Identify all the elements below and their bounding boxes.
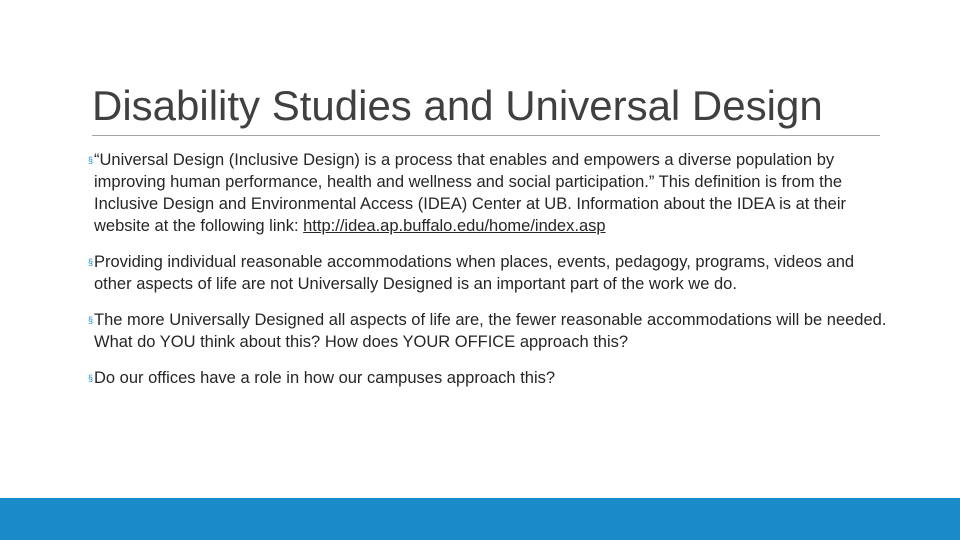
slide-title: Disability Studies and Universal Design [92,82,823,129]
bullet-item-offices-role [88,367,888,389]
bullet-text: Providing individual reasonable accommodations when places, events, pedagogy, programs, videos and other aspects of life are not Universally Designed is an important part of the work we do. [94,253,855,293]
bullet-item-accommodations [88,251,888,295]
slide-content [88,149,888,403]
bullet-icon: § [88,155,94,165]
bullet-text [94,149,888,237]
footer-accent-bar [0,498,960,540]
bullet-text: The more Universally Designed all aspects of life are, the fewer reasonable accommodations will be needed. What do YOU think about this? How does YOUR OFFICE approach this? [94,311,887,351]
bullet-icon: § [88,373,94,383]
bullet-item-universal-design-question [88,309,888,353]
title-divider [92,135,880,136]
bullet-item-definition [88,149,888,237]
bullet-icon: § [88,257,94,267]
bullet-text-body: “Universal Design (Inclusive Design) is a process that enables and empowers a diverse population by improving human performance, health and wellness and social participation.” This definition is from the Inclusive Design and Environmental Access (IDEA) Center at UB. Information about the IDEA is at their website at the following link: [94,151,847,235]
bullet-icon: § [88,315,94,325]
bullet-text: Do our offices have a role in how our campuses approach this? [94,369,556,387]
idea-website-link[interactable]: http://idea.ap.buffalo.edu/home/index.asp [303,217,606,235]
